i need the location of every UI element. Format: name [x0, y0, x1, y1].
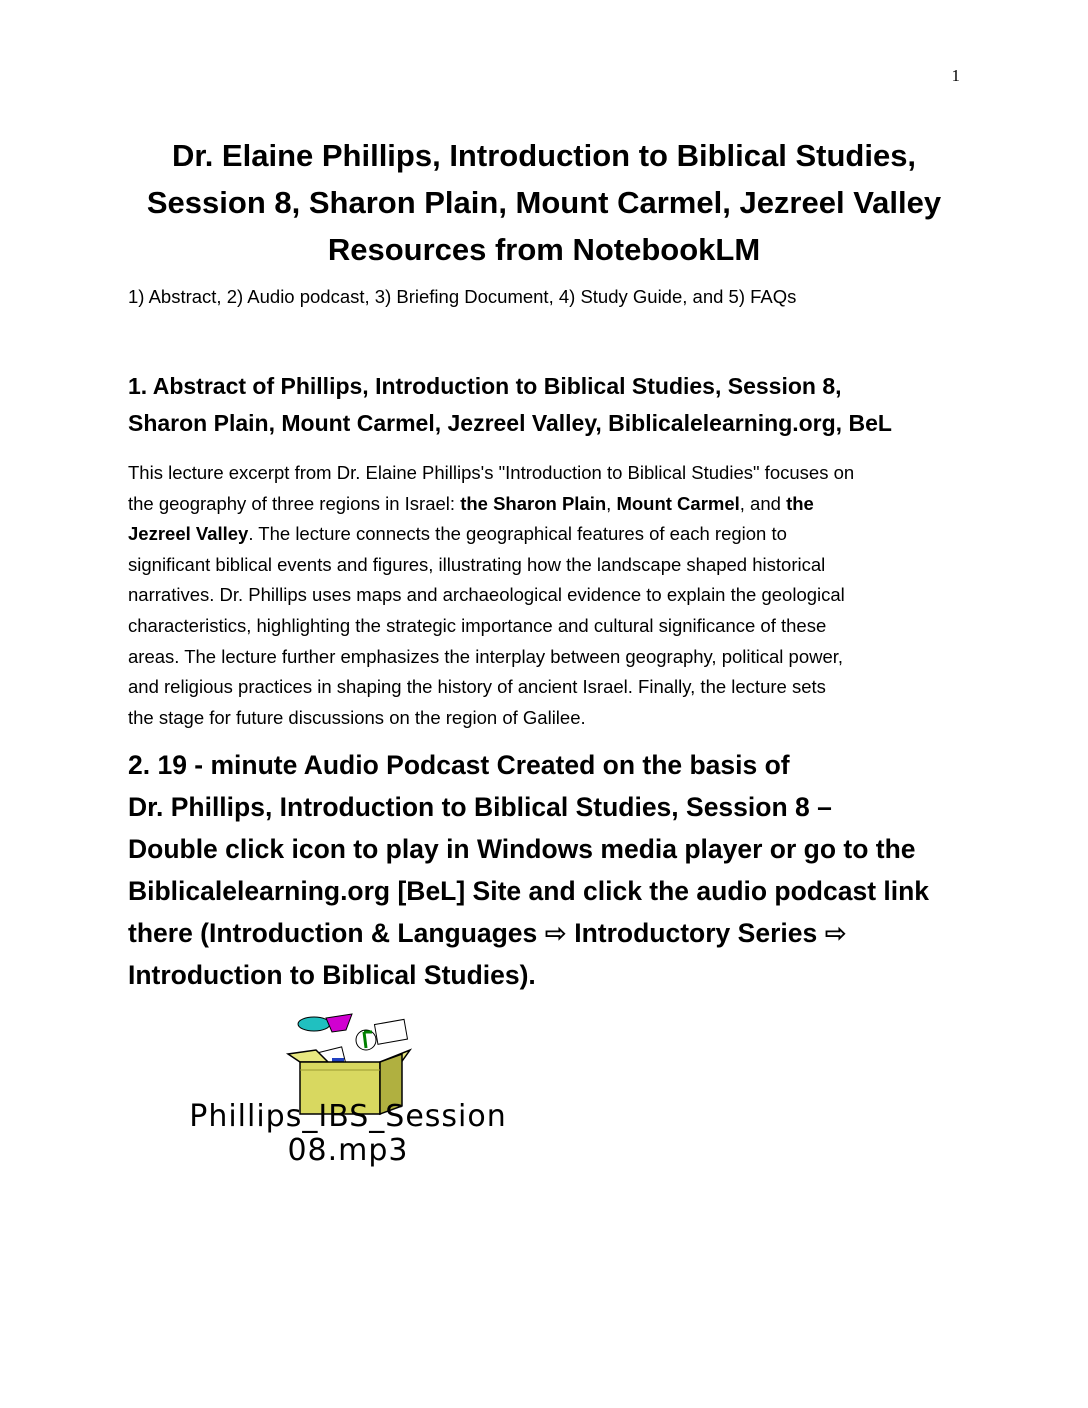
abstract-text: , and — [739, 492, 787, 514]
podcast-heading-line: Dr. Phillips, Introduction to Biblical Studies, Session 8 – — [128, 792, 832, 822]
abstract-line — [128, 489, 968, 520]
abstract-bold-term: Jezreel Valley — [128, 523, 249, 545]
abstract-line: narratives. Dr. Phillips uses maps and archaeological evidence to explain the geological — [128, 584, 845, 606]
abstract-line: and religious practices in shaping the history of ancient Israel. Finally, the lecture sets — [128, 676, 826, 698]
document-title — [120, 132, 968, 273]
arrow-right-icon: ⇨ — [824, 918, 847, 948]
abstract-heading-line-2: Sharon Plain, Mount Carmel, Jezreel Valley, Biblicalelearning.org, BeL — [128, 410, 892, 436]
abstract-line: This lecture excerpt from Dr. Elaine Phillips's "Introduction to Biblical Studies" focuses on — [128, 462, 855, 483]
podcast-text: Introductory Series — [566, 918, 825, 948]
page-number: 1 — [951, 66, 960, 85]
audio-file-name: Phillips_IBS_Session — [189, 1099, 507, 1134]
abstract-heading — [128, 368, 892, 442]
abstract-heading-line-1: 1. Abstract of Phillips, Introduction to Biblical Studies, Session 8, — [128, 373, 842, 399]
title-line-1: Dr. Elaine Phillips, Introduction to Biblical Studies, — [171, 138, 917, 173]
arrow-right-icon: ⇨ — [544, 918, 567, 948]
abstract-text: . The lecture connects the geographical features of each region to — [248, 523, 787, 545]
abstract-text: the geography of three regions in Israel: — [128, 492, 461, 514]
abstract-line: areas. The lecture further emphasizes the interplay between geography, political power, — [128, 645, 844, 667]
abstract-line: significant biblical events and figures, illustrating how the landscape shaped historical — [128, 553, 826, 575]
abstract-line: characteristics, highlighting the strategic importance and cultural significance of these — [128, 614, 827, 636]
podcast-heading-line: Introduction to Biblical Studies). — [128, 960, 536, 990]
abstract-bold-term: the Sharon Plain — [460, 492, 607, 514]
audio-file-label[interactable] — [124, 1100, 572, 1168]
abstract-bold-term: Mount Carmel — [616, 492, 740, 514]
title-line-3: Resources from NotebookLM — [327, 232, 761, 267]
podcast-heading-line: 2. 19 - minute Audio Podcast Created on the basis of — [128, 750, 790, 780]
title-line-2: Session 8, Sharon Plain, Mount Carmel, Jezreel Valley — [146, 185, 942, 220]
podcast-heading-line — [128, 912, 929, 954]
abstract-text: , — [606, 492, 617, 514]
abstract-body — [128, 458, 968, 733]
podcast-text: there (Introduction & Languages — [128, 918, 545, 948]
podcast-heading — [128, 744, 929, 996]
abstract-bold-term: the — [786, 492, 814, 514]
resource-list: 1) Abstract, 2) Audio podcast, 3) Briefing Document, 4) Study Guide, and 5) FAQs — [128, 286, 797, 307]
audio-file-extension: 08.mp3 — [287, 1133, 409, 1168]
abstract-line: the stage for future discussions on the region of Galilee. — [128, 706, 586, 728]
podcast-heading-line: Double click icon to play in Windows media player or go to the — [128, 834, 916, 864]
abstract-line — [128, 519, 968, 550]
podcast-heading-line: Biblicalelearning.org [BeL] Site and click the audio podcast link — [128, 876, 930, 906]
